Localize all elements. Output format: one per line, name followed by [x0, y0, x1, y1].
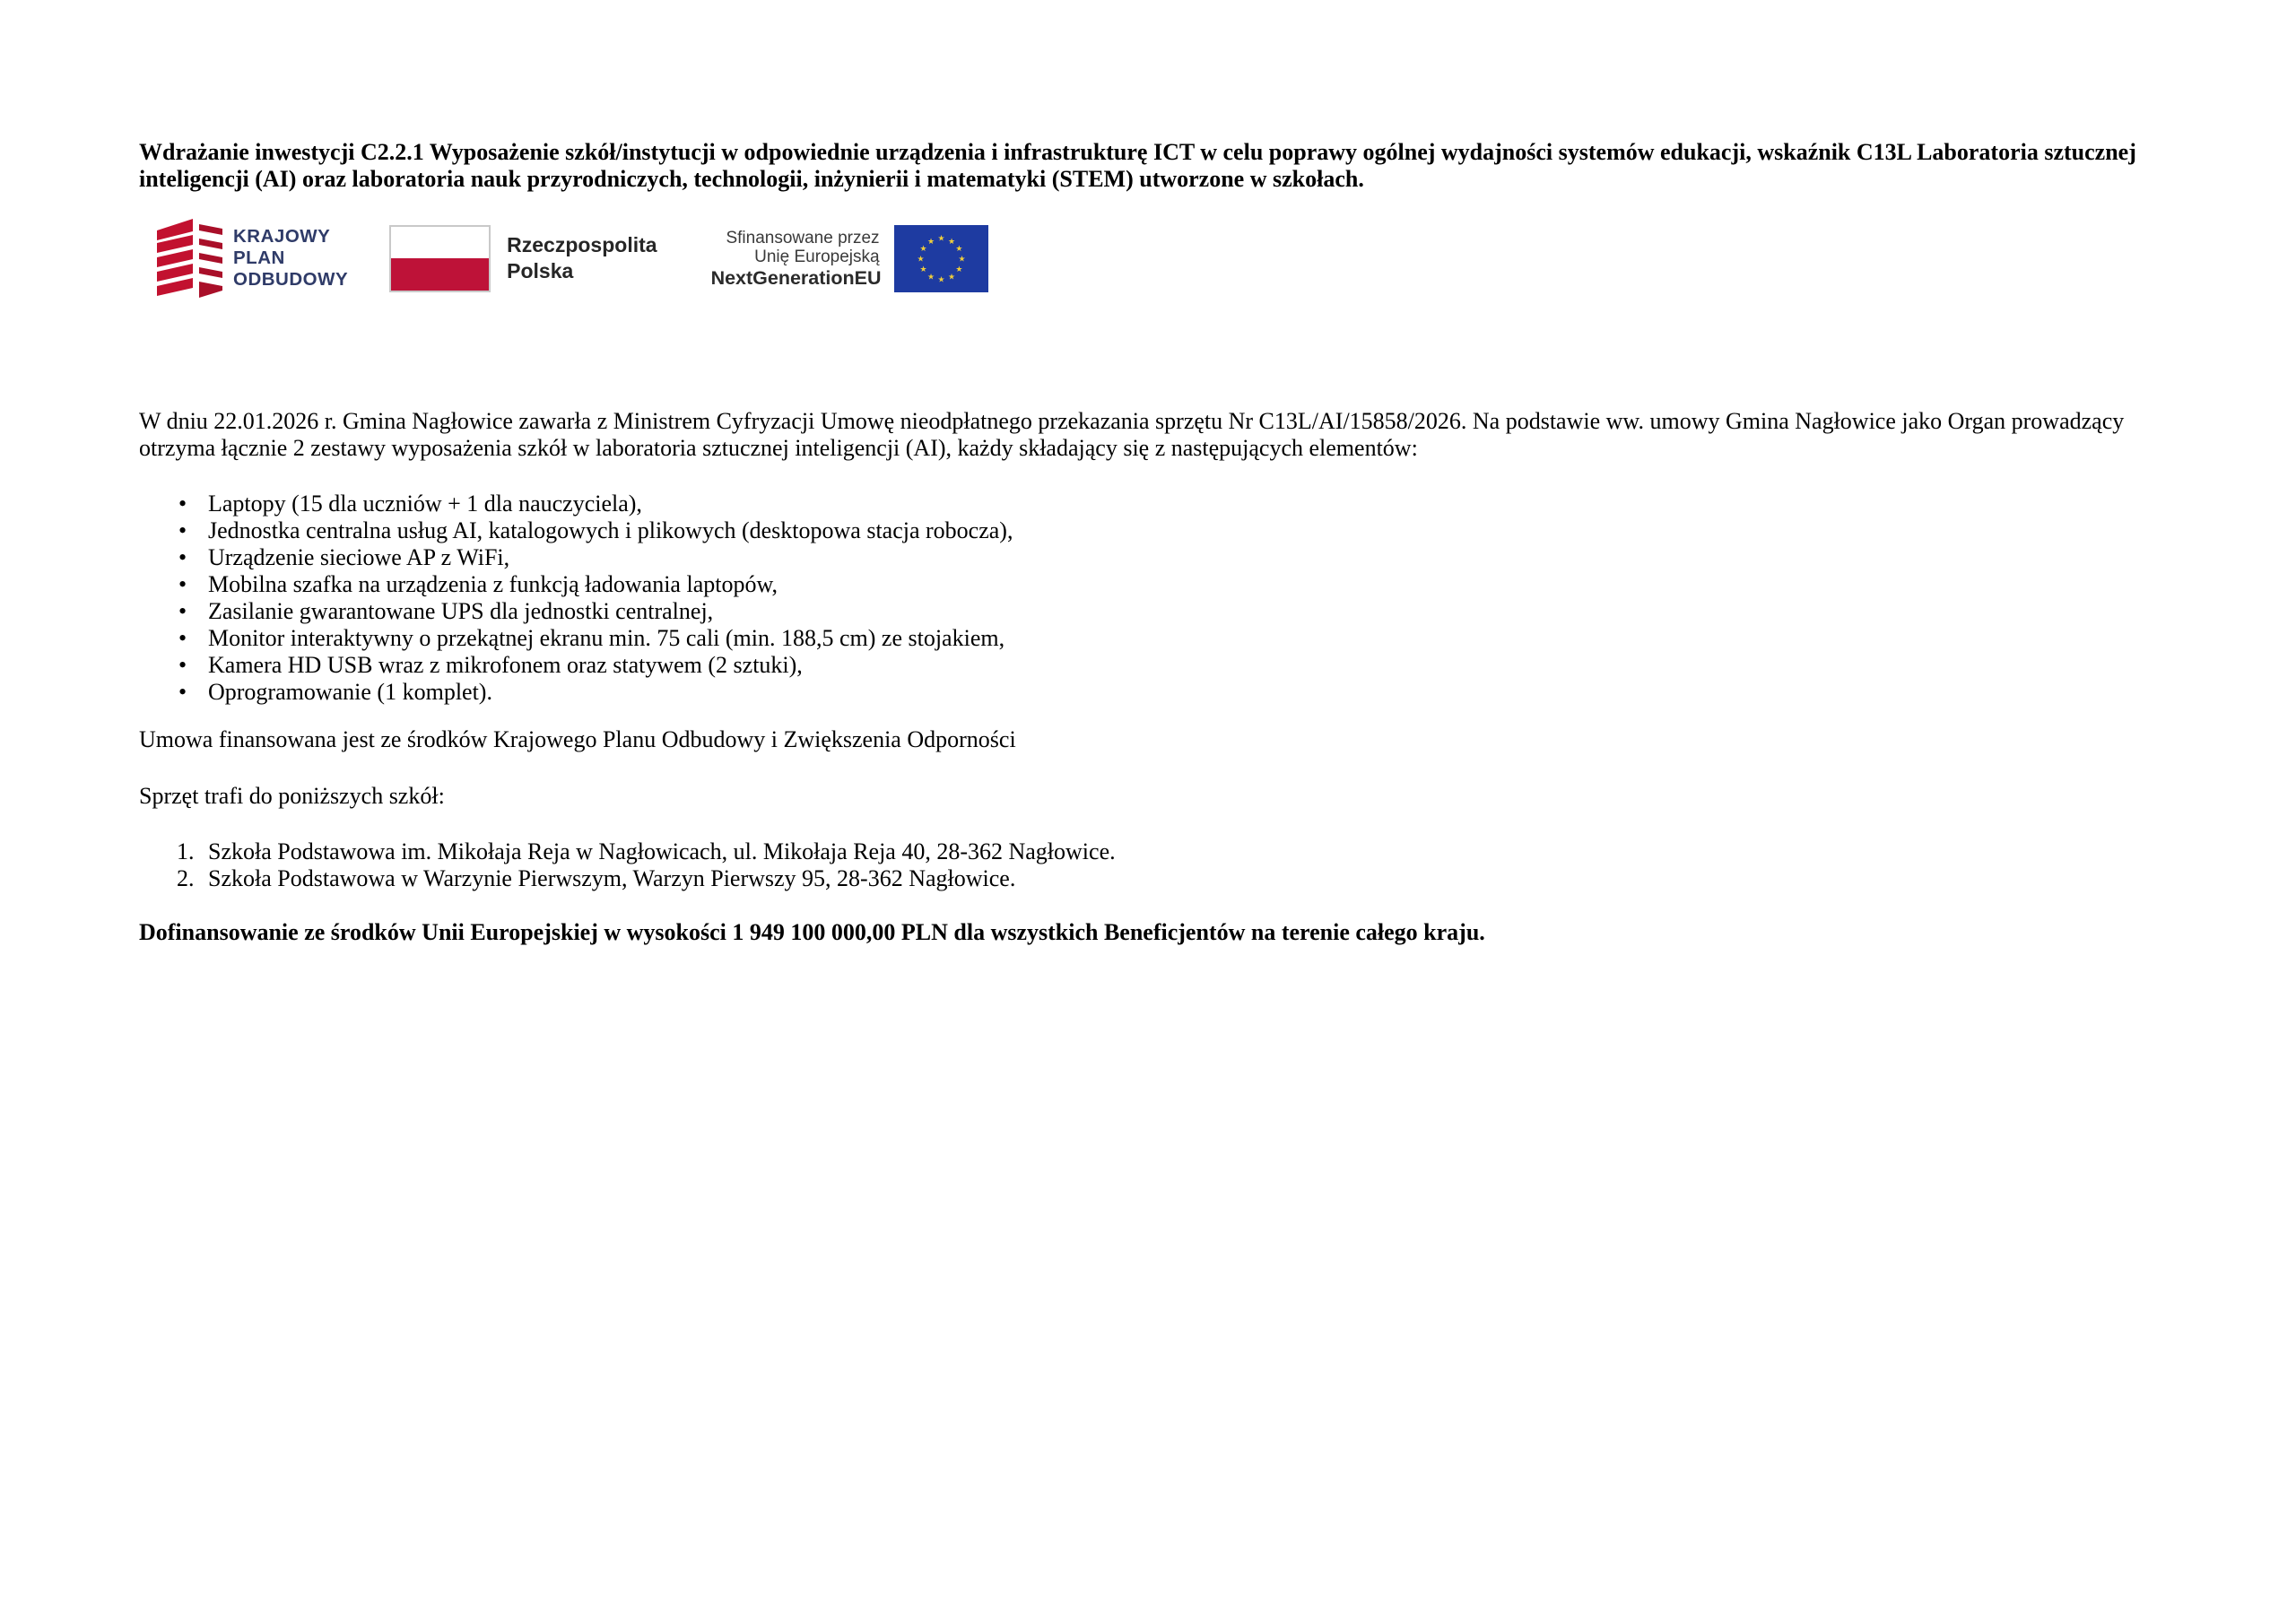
intro-paragraph: W dniu 22.01.2026 r. Gmina Nagłowice zawarła z Ministrem Cyfryzacji Umowę nieodpłatnego przekazania sprzętu Nr C13L/AI/15858/2026. Na podstawie ww. umowy Gmina Nagłowice jako Organ prowadzący otrzyma łącznie 2 zestawy wyposażenia szkół w laboratoria sztucznej inteligencji (AI), każdy składający się z następujących elementów:	[139, 408, 2125, 461]
equipment-item: • Mobilna szafka na urządzenia z funkcją ładowania laptopów,	[139, 571, 2157, 598]
document-title: Wdrażanie inwestycji C2.2.1 Wyposażenie szkół/instytucji w odpowiednie urządzenia i infrastrukturę ICT w celu poprawy ogólnej wydajności systemów edukacji, wskaźnik C13L Laboratoria sztucznej inteligencji (AI) oraz laboratoria nauk przyrodniczych, technologii, inżynierii i matematyki (STEM) utworzone w szkołach.	[139, 139, 2136, 192]
kpo-logo-line1: KRAJOWY	[233, 226, 331, 247]
eu-funding-text	[711, 229, 880, 289]
svg-text:★: ★	[937, 275, 945, 285]
poland-flag-white-stripe	[391, 227, 489, 259]
equipment-item: • Laptopy (15 dla uczniów + 1 dla nauczyciela),	[139, 491, 2157, 517]
cofinancing-note: Dofinansowanie ze środków Unii Europejskiej w wysokości 1 949 100 000,00 PLN dla wszystkich Beneficjentów na terenie całego kraju.	[139, 919, 1485, 945]
eu-flag-icon	[894, 225, 988, 292]
school-item: Szkoła Podstawowa w Warzynie Pierwszym, Warzyn Pierwszy 95, 28-362 Nagłowice.	[208, 865, 1016, 891]
kpo-logo	[157, 219, 348, 298]
eu-funding-line3: NextGenerationEU	[710, 266, 882, 289]
equipment-item: • Oprogramowanie (1 komplet).	[139, 679, 2157, 706]
schools-intro: Sprzęt trafi do poniższych szkół:	[139, 783, 445, 809]
kpo-logo-line2: PLAN	[233, 248, 285, 268]
svg-text:★: ★	[947, 273, 955, 282]
schools-list	[139, 838, 2157, 892]
poland-logo-line1: Rzeczpospolita	[507, 233, 657, 256]
svg-text:★: ★	[917, 255, 925, 265]
svg-text:★: ★	[937, 234, 945, 244]
poland-logo-text	[507, 232, 657, 284]
school-item: Szkoła Podstawowa im. Mikołaja Reja w Nagłowicach, ul. Mikołaja Reja 40, 28-362 Nagłowice.	[208, 838, 1116, 864]
svg-text:★: ★	[958, 255, 966, 265]
svg-text:★: ★	[919, 265, 927, 274]
logos-row	[157, 218, 2157, 299]
equipment-item: • Urządzenie sieciowe AP z WiFi,	[139, 544, 2157, 571]
svg-text:★: ★	[926, 237, 935, 247]
svg-text:★: ★	[954, 244, 963, 254]
eu-funding-line2: Unię Europejską	[754, 248, 880, 266]
kpo-logo-line3: ODBUDOWY	[233, 269, 349, 290]
equipment-item: • Kamera HD USB wraz z mikrofonem oraz statywem (2 sztuki),	[139, 652, 2157, 679]
poland-logo-line2: Polska	[507, 259, 574, 282]
equipment-item: • Zasilanie gwarantowane UPS dla jednostki centralnej,	[139, 598, 2157, 625]
poland-flag-icon	[389, 225, 491, 292]
kpo-building-icon	[157, 219, 222, 298]
svg-text:★: ★	[954, 265, 963, 274]
eu-funding-line1: Sfinansowane przez	[726, 228, 880, 248]
equipment-item: • Jednostka centralna usług AI, katalogowych i plikowych (desktopowa stacja robocza),	[139, 517, 2157, 544]
svg-text:★: ★	[947, 237, 955, 247]
svg-text:★: ★	[919, 244, 927, 254]
equipment-list	[139, 491, 2157, 706]
poland-flag-red-stripe	[391, 258, 489, 291]
equipment-item: • Monitor interaktywny o przekątnej ekranu min. 75 cali (min. 188,5 cm) ze stojakiem,	[139, 625, 2157, 652]
funding-source-note: Umowa finansowana jest ze środków Krajowego Planu Odbudowy i Zwiększenia Odporności	[139, 726, 1016, 752]
kpo-logo-text	[233, 226, 348, 291]
svg-text:★: ★	[926, 273, 935, 282]
